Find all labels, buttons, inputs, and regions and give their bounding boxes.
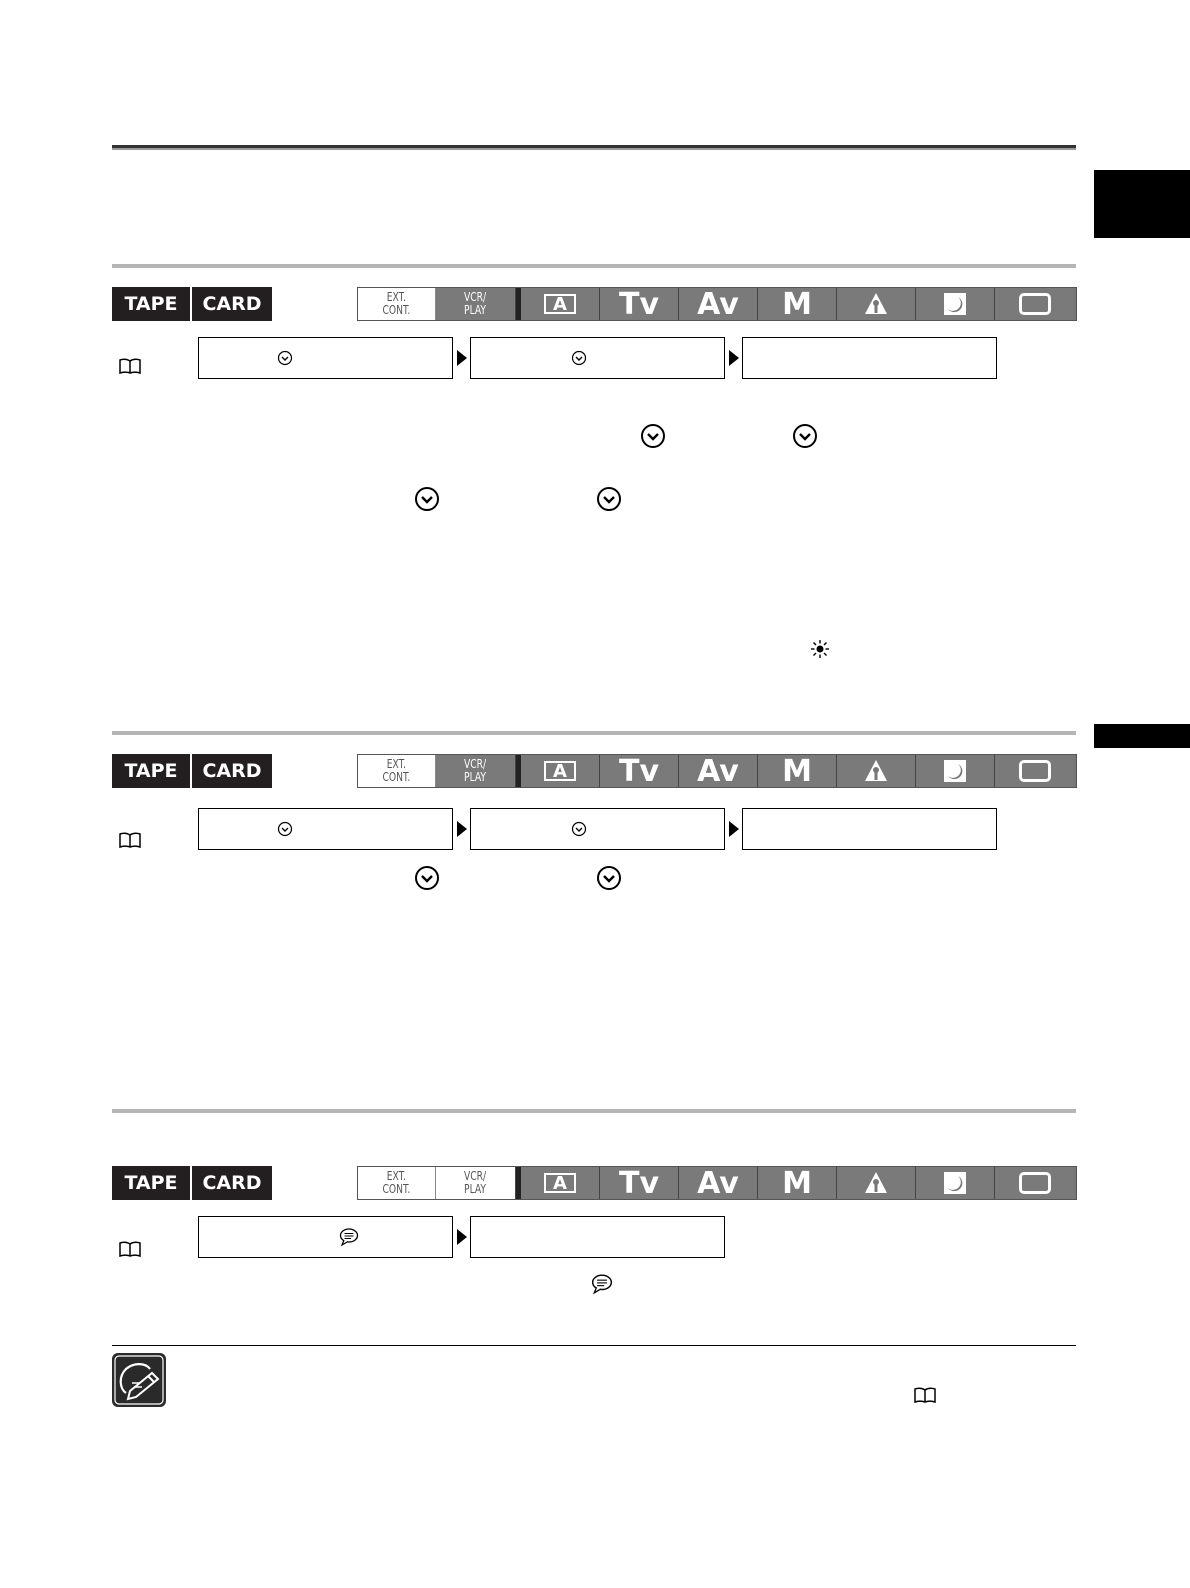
card-badge: CARD <box>192 287 272 321</box>
widescreen-icon <box>995 755 1074 787</box>
card-badge: CARD <box>192 754 272 788</box>
chapter-tab <box>1094 170 1190 238</box>
mode-vcr-play: VCR/ PLAY <box>436 1167 516 1199</box>
section-tab <box>1094 724 1190 748</box>
selector-check-icon <box>571 350 587 366</box>
sun-icon <box>811 640 829 658</box>
mode-vcr-play: VCR/ PLAY <box>436 755 516 787</box>
section-3-rule <box>112 1109 1076 1113</box>
mode-auto: A <box>521 755 600 787</box>
section-1-mode-bar <box>357 287 1077 321</box>
menu-step-3 <box>742 808 997 850</box>
selector-check-icon <box>792 423 818 449</box>
portrait-icon <box>837 755 916 787</box>
mode-av: Av <box>679 288 758 320</box>
mode-manual: M <box>758 288 837 320</box>
menu-step-1 <box>198 1216 453 1258</box>
book-icon <box>119 1241 141 1257</box>
mode-manual: M <box>758 755 837 787</box>
section-1-media-badges <box>112 287 272 321</box>
mode-auto: A <box>521 1167 600 1199</box>
selector-check-icon <box>414 486 440 512</box>
night-icon <box>916 1167 995 1199</box>
section-2-rule <box>112 731 1076 735</box>
selector-check-icon <box>414 865 440 891</box>
selector-check-icon <box>596 865 622 891</box>
tape-badge: TAPE <box>112 287 190 321</box>
section-1-rule <box>112 264 1076 268</box>
card-badge: CARD <box>192 1166 272 1200</box>
mode-tv: Tv <box>600 288 679 320</box>
mode-tv: Tv <box>600 755 679 787</box>
step-arrow <box>457 350 467 366</box>
step-arrow <box>457 821 467 837</box>
selector-check-icon <box>277 350 293 366</box>
selector-check-icon <box>640 423 666 449</box>
book-icon <box>119 832 141 848</box>
tape-badge: TAPE <box>112 1166 190 1200</box>
section-2-media-badges <box>112 754 272 788</box>
book-icon <box>914 1387 936 1403</box>
note-rule <box>112 1345 1076 1346</box>
book-icon <box>119 358 141 374</box>
portrait-icon <box>837 288 916 320</box>
mode-ext-cont: EXT. CONT. <box>358 288 436 320</box>
night-icon <box>916 755 995 787</box>
top-rule-shadow <box>112 148 1076 150</box>
menu-speech-icon <box>591 1273 613 1295</box>
portrait-icon <box>837 1167 916 1199</box>
selector-check-icon <box>571 821 587 837</box>
selector-check-icon <box>277 821 293 837</box>
step-arrow <box>729 821 739 837</box>
menu-speech-icon <box>339 1227 359 1247</box>
mode-manual: M <box>758 1167 837 1199</box>
section-2-mode-bar <box>357 754 1077 788</box>
mode-auto: A <box>521 288 600 320</box>
step-arrow <box>729 350 739 366</box>
menu-step-2 <box>470 808 725 850</box>
mode-av: Av <box>679 755 758 787</box>
mode-ext-cont: EXT. CONT. <box>358 755 436 787</box>
menu-step-2 <box>470 1216 725 1258</box>
mode-ext-cont: EXT. CONT. <box>358 1167 436 1199</box>
note-pencil-icon <box>112 1353 166 1407</box>
menu-step-3 <box>742 337 997 379</box>
mode-tv: Tv <box>600 1167 679 1199</box>
menu-step-1 <box>198 808 453 850</box>
section-3-media-badges <box>112 1166 272 1200</box>
tape-badge: TAPE <box>112 754 190 788</box>
widescreen-icon <box>995 288 1074 320</box>
menu-step-1 <box>198 337 453 379</box>
widescreen-icon <box>995 1167 1074 1199</box>
night-icon <box>916 288 995 320</box>
menu-step-2 <box>470 337 725 379</box>
section-3-mode-bar <box>357 1166 1077 1200</box>
mode-av: Av <box>679 1167 758 1199</box>
mode-vcr-play: VCR/ PLAY <box>436 288 516 320</box>
step-arrow <box>457 1229 467 1245</box>
selector-check-icon <box>596 486 622 512</box>
